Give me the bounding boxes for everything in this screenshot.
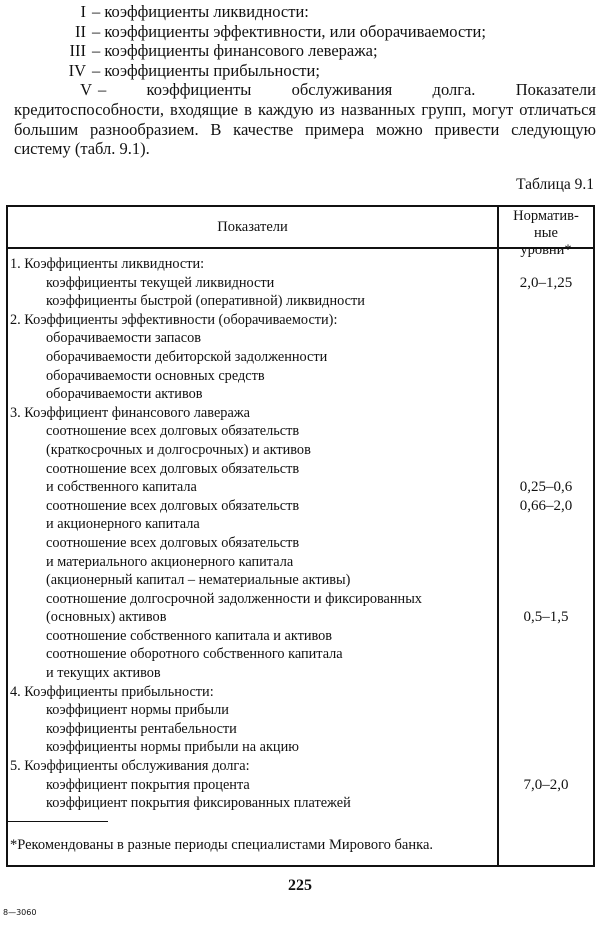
indicator-name: соотношение всех долговых обязательств <box>46 423 300 440</box>
table-row <box>8 460 593 479</box>
signature-mark: 8—3060 <box>3 908 37 917</box>
indicator-name: оборачиваемости активов <box>46 386 203 403</box>
indicator-name: коэффициенты текущей ликвидности <box>46 274 275 291</box>
table-row <box>8 757 593 776</box>
indicator-name: оборачиваемости дебиторской задолженности <box>46 348 328 365</box>
indicator-name: 3. Коэффициент финансового лавеража <box>10 404 251 421</box>
header-norms-line: ные <box>534 225 558 241</box>
indicator-name: оборачиваемости основных средств <box>46 367 265 384</box>
indicator-name: и материального акционерного капитала <box>46 553 294 570</box>
list-text: – коэффициенты ликвидности: <box>92 2 309 21</box>
list-text: – коэффициенты финансового левеража; <box>92 41 378 61</box>
indicator-name: и акционерного капитала <box>46 516 200 533</box>
norm-value: 0,25–0,6 <box>519 479 573 496</box>
table-row <box>8 683 593 702</box>
norm-value: 7,0–2,0 <box>523 776 569 793</box>
indicator-name: 2. Коэффициенты эффективности (оборачиваемости): <box>10 311 338 328</box>
table-row <box>8 311 593 330</box>
table-row <box>8 515 593 534</box>
table-body <box>8 255 593 813</box>
indicator-name: коэффициенты нормы прибыли на акцию <box>46 739 299 756</box>
list-number: III <box>69 41 86 61</box>
ratios-table <box>6 205 595 867</box>
table-row <box>8 367 593 386</box>
intro-paragraph <box>14 80 596 158</box>
header-norms-line: уровни* <box>520 242 572 258</box>
table-row <box>8 385 593 404</box>
table-row <box>8 348 593 367</box>
table-row <box>8 534 593 553</box>
norm-value: 0,66–2,0 <box>519 497 573 514</box>
indicator-name: и текущих активов <box>46 665 161 682</box>
footnote-rule <box>8 821 108 822</box>
table-row <box>8 664 593 683</box>
indicator-name: коэффициент покрытия фиксированных платежей <box>46 795 351 812</box>
indicator-name: соотношение собственного капитала и активов <box>46 627 333 644</box>
table-row <box>8 292 593 311</box>
indicator-name: 5. Коэффициенты обслуживания долга: <box>10 758 250 775</box>
norm-value: 2,0–1,25 <box>519 274 573 291</box>
list-number: II <box>75 21 86 41</box>
table-row <box>8 571 593 590</box>
table-row <box>8 274 593 293</box>
list-item <box>14 61 596 81</box>
list-number: I <box>80 2 86 21</box>
indicator-name: соотношение долгосрочной задолженности и фиксированных <box>46 590 422 607</box>
indicator-name: коэффициент нормы прибыли <box>46 702 229 719</box>
table-caption: Таблица 9.1 <box>516 176 594 193</box>
indicator-name: (акционерный капитал – нематериальные активы) <box>46 572 351 589</box>
indicator-name: соотношение всех долговых обязательств <box>46 497 300 514</box>
header-indicators: Показатели <box>217 219 288 235</box>
indicator-name: 4. Коэффициенты прибыльности: <box>10 683 214 700</box>
table-header <box>8 207 593 258</box>
indicator-name: коэффициенты быстрой (оперативной) ликвидности <box>46 293 365 310</box>
table-row <box>8 404 593 423</box>
list-item <box>14 41 596 61</box>
table-row <box>8 608 593 627</box>
table-row <box>8 478 593 497</box>
table-row <box>8 441 593 460</box>
table-row <box>8 497 593 516</box>
indicator-name: (краткосрочных и долгосрочных) и активов <box>46 441 311 458</box>
indicator-name: соотношение всех долговых обязательств <box>46 534 300 551</box>
table-row <box>8 329 593 348</box>
list-number: IV <box>68 60 86 80</box>
table-row <box>8 255 593 274</box>
list-item <box>14 2 596 22</box>
norm-value: 0,5–1,5 <box>523 609 569 626</box>
indicator-name: (основных) активов <box>46 609 167 626</box>
indicator-name: и собственного капитала <box>46 479 197 496</box>
page-number: 225 <box>288 877 312 894</box>
table-row <box>8 645 593 664</box>
list-text: – коэффициенты эффективности, или оборачиваемости; <box>92 21 486 41</box>
header-norms <box>499 208 593 259</box>
indicator-name: соотношение оборотного собственного капитала <box>46 646 343 663</box>
indicator-name: соотношение всех долговых обязательств <box>46 460 300 477</box>
indicator-name: коэффициенты рентабельности <box>46 720 237 737</box>
table-row <box>8 422 593 441</box>
table-row <box>8 627 593 646</box>
table-footnote: *Рекомендованы в разные периоды специалистами Мирового банка. <box>10 837 434 853</box>
indicator-name: оборачиваемости запасов <box>46 330 202 347</box>
list-text: – коэффициенты прибыльности; <box>92 60 320 80</box>
list-item <box>14 22 596 42</box>
paragraph-text: – коэффициенты обслуживания долга. Показатели кредитоспособности, входящие в каждую из названных групп, могут отличаться большим разнообразием. В качестве примера можно привести следующую систему (табл. 9.1). <box>14 80 596 159</box>
header-norms-line: Норматив- <box>513 208 579 224</box>
table-row <box>8 701 593 720</box>
table-row <box>8 794 593 813</box>
indicator-name: 1. Коэффициенты ликвидности: <box>10 256 205 272</box>
indicator-name: коэффициент покрытия процента <box>46 776 250 793</box>
table-row <box>8 553 593 572</box>
table-row <box>8 738 593 757</box>
table-row <box>8 776 593 795</box>
table-row <box>8 590 593 609</box>
intro-text <box>14 2 596 159</box>
table-row <box>8 720 593 739</box>
list-number: V <box>80 80 92 100</box>
